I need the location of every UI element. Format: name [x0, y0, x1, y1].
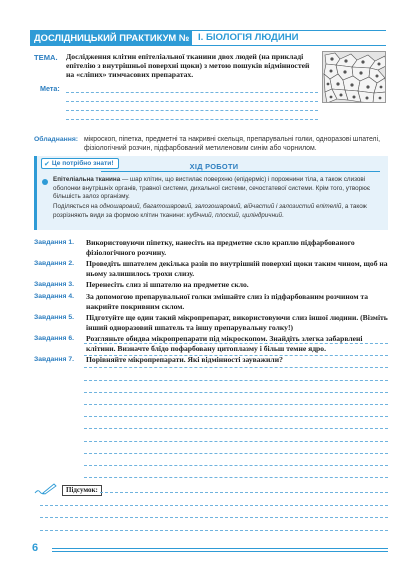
epithelium-types: одношаровий, багатошаровий, залозошаровий, війчастий і залозистий епітелій: [99, 203, 342, 210]
task-text: За допомогою препарувальної голки змішайте слиз із підфарбованим розчином та накрийте покривним склом.: [86, 291, 369, 311]
meta-answer-lines: [66, 92, 318, 128]
tema-text: Дослідження клітин епітеліальної тканини двох людей (на прикладі епітелію з внутрішньої поверхні щоки) з метою пошуків відмінностей на «сліпих» тимчасових препаратах.: [66, 52, 310, 79]
definition-paragraph: [53, 176, 385, 202]
answer-line[interactable]: [84, 416, 388, 417]
answer-line[interactable]: [40, 505, 388, 506]
equipment-text: мікроскоп, піпетка, предметні та накривні скельця, препарувальні голки, одноразові шпателі, фізіологічний розчин, підфарбований метиленовим синім або чорнилом.: [84, 136, 381, 152]
page-number: 6: [32, 542, 39, 554]
knowledge-box: [34, 156, 388, 230]
answer-line[interactable]: [84, 465, 388, 466]
pencil-writing-drawing: [34, 483, 58, 495]
text-part: .: [282, 211, 284, 219]
task-label: Завдання 2.: [34, 260, 75, 268]
task7-answer-lines: [84, 343, 388, 489]
answer-line[interactable]: [40, 530, 388, 531]
answer-line[interactable]: [84, 343, 388, 344]
task-item: [34, 280, 388, 290]
task-text: Використовуючи піпетку, нанесіть на предметне скло краплю підфарбованого фізіологічного розчину.: [86, 238, 355, 257]
equipment-label: Обладнання:: [34, 136, 79, 143]
checkmark-icon: ✔: [44, 159, 50, 168]
task-label: Завдання 6.: [34, 335, 75, 343]
task-label: Завдання 5.: [34, 313, 75, 321]
answer-line[interactable]: [84, 404, 388, 405]
answer-line[interactable]: [66, 92, 318, 93]
task-text: Розгляньте обидва мікропрепарати під мікроскопом. Знайдіть злегка забарвлені клітини. Визначте блідо пофарбовану цитоплазму і більш темне ядро.: [86, 334, 363, 353]
task-label: Завдання 3.: [34, 281, 75, 289]
task-item: [34, 238, 388, 258]
bullet-icon: [42, 179, 48, 185]
cell-shapes: кубічний, плоский, циліндричний: [186, 211, 283, 219]
answer-line[interactable]: [66, 110, 318, 111]
tema-label: ТЕМА.: [34, 53, 58, 62]
procedure-heading: ХІД РОБОТИ: [189, 162, 239, 171]
task-text: Підготуйте ще один такий мікропрепарат, використовуючи слиз іншої людини. (Візміть інший одноразовий шпатель та іншу препарувальну голку!): [86, 312, 388, 332]
task-text: Перенесіть слиз зі шпателю на предметне скло.: [86, 280, 249, 290]
meta-label: Мета:: [40, 84, 60, 93]
answer-line[interactable]: [84, 392, 388, 393]
epithelial-cells-image: [322, 51, 386, 103]
footer-rule: [52, 551, 388, 552]
page-header: [30, 30, 386, 46]
answer-line[interactable]: [84, 428, 388, 429]
definition: — шар клітин, що вистилає поверхню (епідерміс) і порожнини тіла, а також слизові оболонки внутрішніх органів, травної системи, дихальної системи, сечостатевої системи. Крім того, утворює більшість залоз організму.: [53, 176, 371, 201]
section-title: І. БІОЛОГІЯ ЛЮДИНИ: [192, 30, 386, 46]
answer-line[interactable]: [66, 119, 318, 120]
know-badge-label: Це потрібно знати!: [51, 160, 114, 167]
answer-line[interactable]: [40, 517, 388, 518]
task-text: Порівняйте мікропрепарати. Які відмінності зауважили?: [86, 355, 283, 365]
answer-line[interactable]: [100, 492, 388, 493]
footer-rule: [52, 548, 388, 549]
pencil-writing-icon: [34, 482, 58, 494]
answer-line[interactable]: [84, 453, 388, 454]
task-label: Завдання 7.: [34, 356, 75, 364]
procedure-divider: [101, 171, 380, 172]
summary-first-line: [100, 492, 388, 504]
task-label: Завдання 1.: [34, 239, 75, 246]
task-text: Проведіть шпателем декілька разів по внутрішній поверхні щоки таким чином, щоб на ньому залишилось трохи слизу.: [86, 259, 388, 278]
task-item: [34, 259, 388, 279]
text-part: Поділяється на: [53, 203, 100, 210]
classification-paragraph: [53, 203, 385, 220]
answer-line[interactable]: [84, 441, 388, 442]
epithelial-cells-drawing: [323, 52, 386, 103]
task-item: [34, 292, 388, 312]
task-label: Завдання 4.: [34, 292, 75, 300]
summary-label: Підсумок:: [62, 485, 102, 496]
task-item: [34, 313, 388, 333]
summary-answer-lines: [40, 505, 388, 542]
answer-line[interactable]: [84, 355, 388, 356]
text-part: , а також розрізняють види за формою клітин тканини:: [53, 203, 367, 219]
practicum-title: ДОСЛІДНИЦЬКИЙ ПРАКТИКУМ № 1: [30, 30, 192, 46]
answer-line[interactable]: [84, 477, 388, 478]
term: Епітеліальна тканина: [53, 176, 121, 183]
answer-line[interactable]: [66, 101, 318, 102]
answer-line[interactable]: [84, 380, 388, 381]
answer-line[interactable]: [84, 367, 388, 368]
